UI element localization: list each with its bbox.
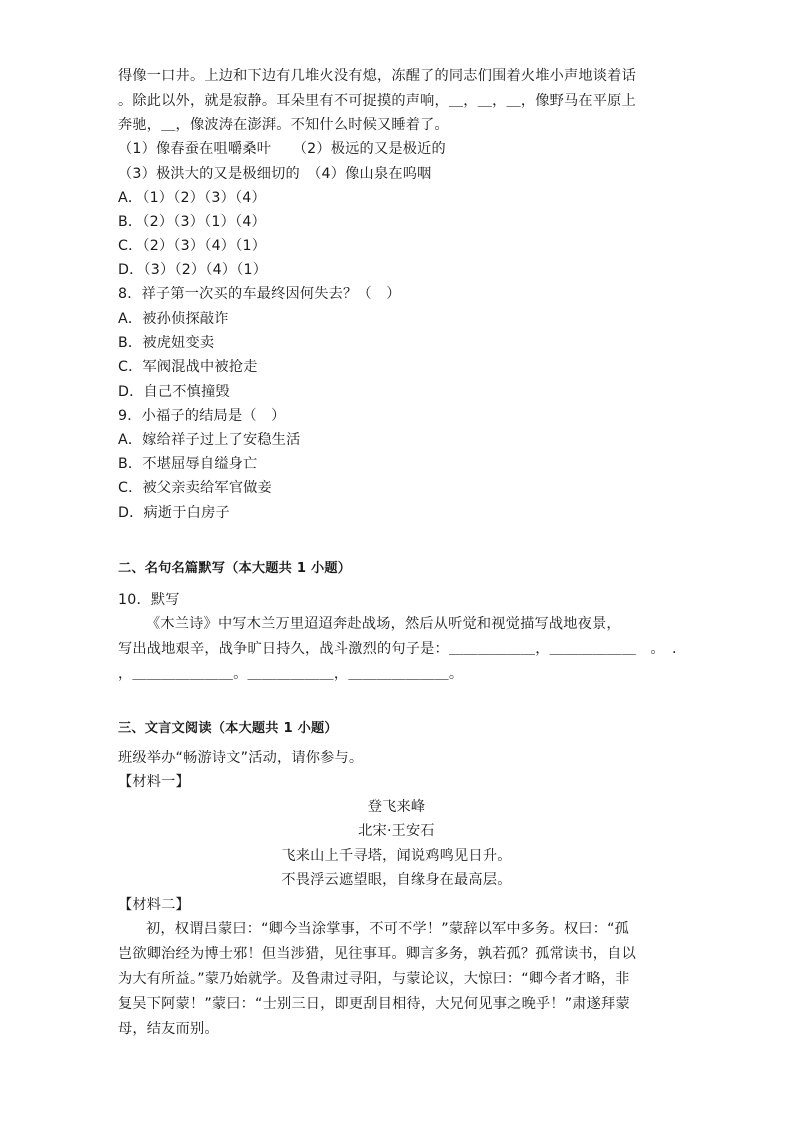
- q7-option-a: A．（1）（2）（3）（4）: [118, 190, 266, 206]
- q8-option-d: D．自己不慎撞毁: [118, 384, 230, 400]
- prose-line-2: 岂欲卿治经为博士邪！但当涉猎，见往事耳。卿言多务，孰若孤？孤常读书，自以: [118, 946, 636, 962]
- section-3-heading: 三、文言文阅读（本大题共 1 小题）: [118, 721, 338, 736]
- passage-line-3: 奔驰，＿，像波涛在澎湃。不知什么时候又睡着了。: [118, 117, 449, 133]
- q10-line-1: 《木兰诗》中写木兰万里迢迢奔赴战场，然后从听觉和视觉描写战地夜景，: [146, 616, 621, 632]
- q10-line-3: ，＿＿＿＿＿＿＿。＿＿＿＿＿＿，＿＿＿＿＿＿＿。: [118, 666, 464, 682]
- q8-option-b: B．被虎妞变卖: [118, 335, 215, 351]
- q8-option-a: A．被孙侦探敲诈: [118, 311, 229, 327]
- q8-option-c: C．军阀混战中被抢走: [118, 359, 258, 375]
- passage-line-2: 。除此以外，就是寂静。耳朵里有不可捉摸的声响，＿，＿，＿，像野马在平原上: [118, 93, 636, 109]
- poem-author: 北宋·王安石: [358, 823, 435, 839]
- prose-line-3: 为大有所益。”蒙乃始就学。及鲁肃过寻阳，与蒙论议，大惊曰：“卿今者才略，非: [118, 971, 630, 987]
- poem-line-1: 飞来山上千寻塔，闻说鸡鸣见日升。: [281, 848, 512, 864]
- q8-stem: 8．祥子第一次买的车最终因何失去？（ ）: [118, 286, 401, 302]
- q9-option-a: A．嫁给祥子过上了安稳生活: [118, 432, 301, 448]
- q7-items-row-2: （3）极洪大的又是极细切的 （4）像山泉在呜咽: [118, 166, 432, 182]
- q9-option-c: C．被父亲卖给军官做妾: [118, 480, 272, 496]
- activity-intro: 班级举办“畅游诗文”活动，请你参与。: [118, 750, 364, 766]
- passage-line-1: 得像一口井。上边和下边有几堆火没有熄，冻醒了的同志们围着火堆小声地谈着话: [118, 68, 636, 84]
- q10-line-2: 写出战地艰辛，战争旷日持久，战斗激烈的句子是：＿＿＿＿＿＿，＿＿＿＿＿＿ 。 .: [118, 641, 677, 657]
- q9-stem: 9．小福子的结局是（ ）: [118, 408, 286, 424]
- q7-option-d: D．（3）（2）（4）（1）: [118, 262, 268, 278]
- material-2-label: 【材料二】: [118, 897, 190, 913]
- q7-option-c: C．（2）（3）（4）（1）: [118, 238, 267, 254]
- prose-line-4: 复吴下阿蒙！”蒙曰：“士别三日，即更刮目相待，大兄何见事之晚乎！”肃遂拜蒙: [118, 996, 630, 1012]
- poem-title: 登飞来峰: [367, 799, 426, 815]
- material-1-label: 【材料一】: [118, 774, 190, 790]
- q7-items-row-1: （1）像春蚕在咀嚼桑叶 （2）极远的又是极近的: [118, 141, 446, 157]
- prose-line-1: 初，权谓吕蒙曰：“卿今当涂掌事，不可不学！”蒙辞以军中多务。权曰：“孤: [146, 921, 630, 937]
- q9-option-d: D．病逝于白房子: [118, 505, 230, 521]
- poem-line-2: 不畏浮云遮望眼，自缘身在最高层。: [281, 872, 512, 888]
- q9-option-b: B．不堪屈辱自缢身亡: [118, 456, 258, 472]
- q10-title: 10．默写: [118, 592, 180, 608]
- prose-line-5: 母，结友而别。: [118, 1021, 219, 1037]
- q7-option-b: B．（2）（3）（1）（4）: [118, 214, 266, 230]
- section-2-heading: 二、名句名篇默写（本大题共 1 小题）: [118, 561, 352, 576]
